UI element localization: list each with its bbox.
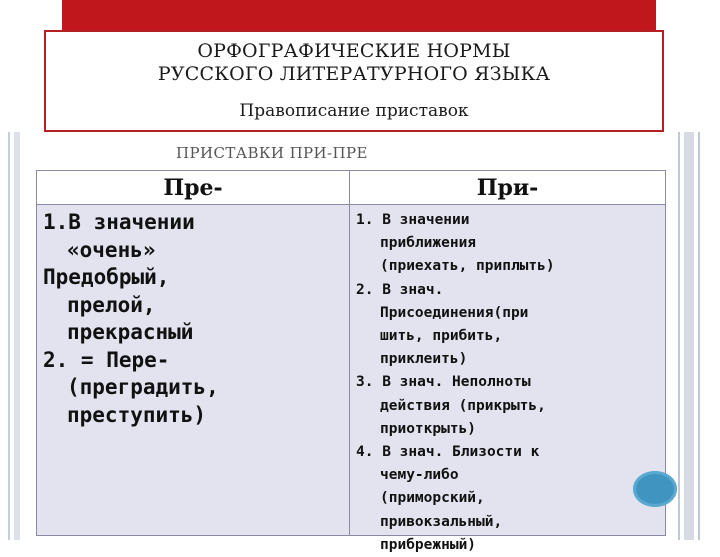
pri-line: 2. В знач. [356, 281, 444, 298]
pre-line: (преградить, [67, 375, 219, 399]
pre-line: прекрасный [67, 320, 194, 344]
column-pre [37, 205, 350, 535]
header-pre: Пре- [37, 171, 350, 205]
pri-line: приближения [380, 235, 477, 252]
header-pri: При- [350, 171, 665, 205]
subtitle: Правописание приставок [239, 101, 469, 121]
pre-line: Предобрый, [43, 265, 170, 289]
section-heading: ПРИСТАВКИ ПРИ-ПРЕ [176, 144, 368, 162]
pre-line: 1.В значении [43, 210, 195, 234]
title-line-2: РУССКОГО ЛИТЕРАТУРНОГО ЯЗЫКА [157, 63, 551, 85]
pri-line: приоткрыть) [380, 420, 477, 437]
top-red-bar [62, 0, 656, 30]
prefix-table [36, 170, 666, 553]
left-decor-stripe [4, 132, 24, 540]
pre-line: «очень» [67, 237, 156, 262]
pri-line: 1. В значении [356, 212, 470, 228]
pri-line: шить, прибить, [380, 328, 503, 345]
slide-nav-circle[interactable] [633, 471, 677, 507]
pre-line: преступить) [67, 402, 207, 427]
pri-line: прибрежный) [380, 536, 477, 553]
pri-line: чему-либо [380, 467, 459, 484]
pri-line: (приехать, приплыть) [380, 258, 555, 275]
pri-line: действия (прикрыть, [380, 397, 546, 414]
pri-line: приклеить) [380, 351, 468, 368]
column-pri [350, 205, 665, 553]
pri-line: 4. В знач. Близости к [356, 444, 540, 461]
pre-line: 2. = Пере- [43, 347, 170, 372]
pri-line: привокзальный, [380, 513, 503, 530]
pri-line: (приморский, [380, 490, 485, 507]
title-line-1: ОРФОГРАФИЧЕСКИЕ НОРМЫ [197, 40, 511, 62]
pri-line: Присоединения(при [380, 304, 529, 321]
right-decor-stripe [672, 132, 706, 540]
title-box [44, 30, 664, 132]
pri-line: 3. В знач. Неполноты [356, 374, 531, 391]
pre-line: прелой, [67, 292, 156, 317]
